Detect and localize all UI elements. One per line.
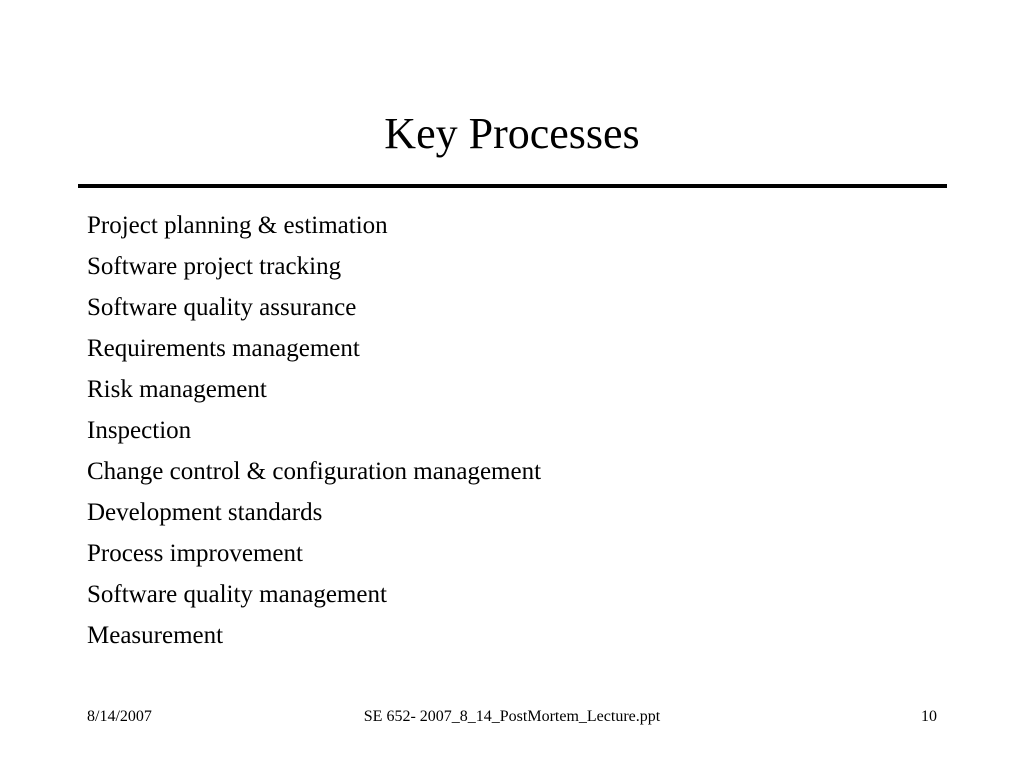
list-item: Software project tracking: [87, 253, 342, 280]
list-item: Measurement: [87, 622, 224, 649]
list-item: Process improvement: [87, 540, 303, 567]
list-item: Software quality assurance: [87, 294, 357, 321]
list-item: Requirements management: [87, 335, 360, 362]
list-item: Risk management: [87, 376, 267, 403]
footer-page-number: 10: [921, 708, 937, 725]
list-item: Development standards: [87, 499, 323, 526]
title-underline: [78, 184, 947, 188]
footer-date: 8/14/2007: [87, 708, 152, 725]
list-item: Software quality management: [87, 581, 387, 608]
slide-title: Key Processes: [384, 109, 640, 158]
list-item: Inspection: [87, 417, 192, 444]
footer-filename: SE 652- 2007_8_14_PostMortem_Lecture.ppt: [363, 708, 661, 725]
list-item: Project planning & estimation: [87, 212, 388, 239]
process-list: [87, 205, 541, 656]
list-item: Change control & configuration management: [87, 458, 542, 485]
